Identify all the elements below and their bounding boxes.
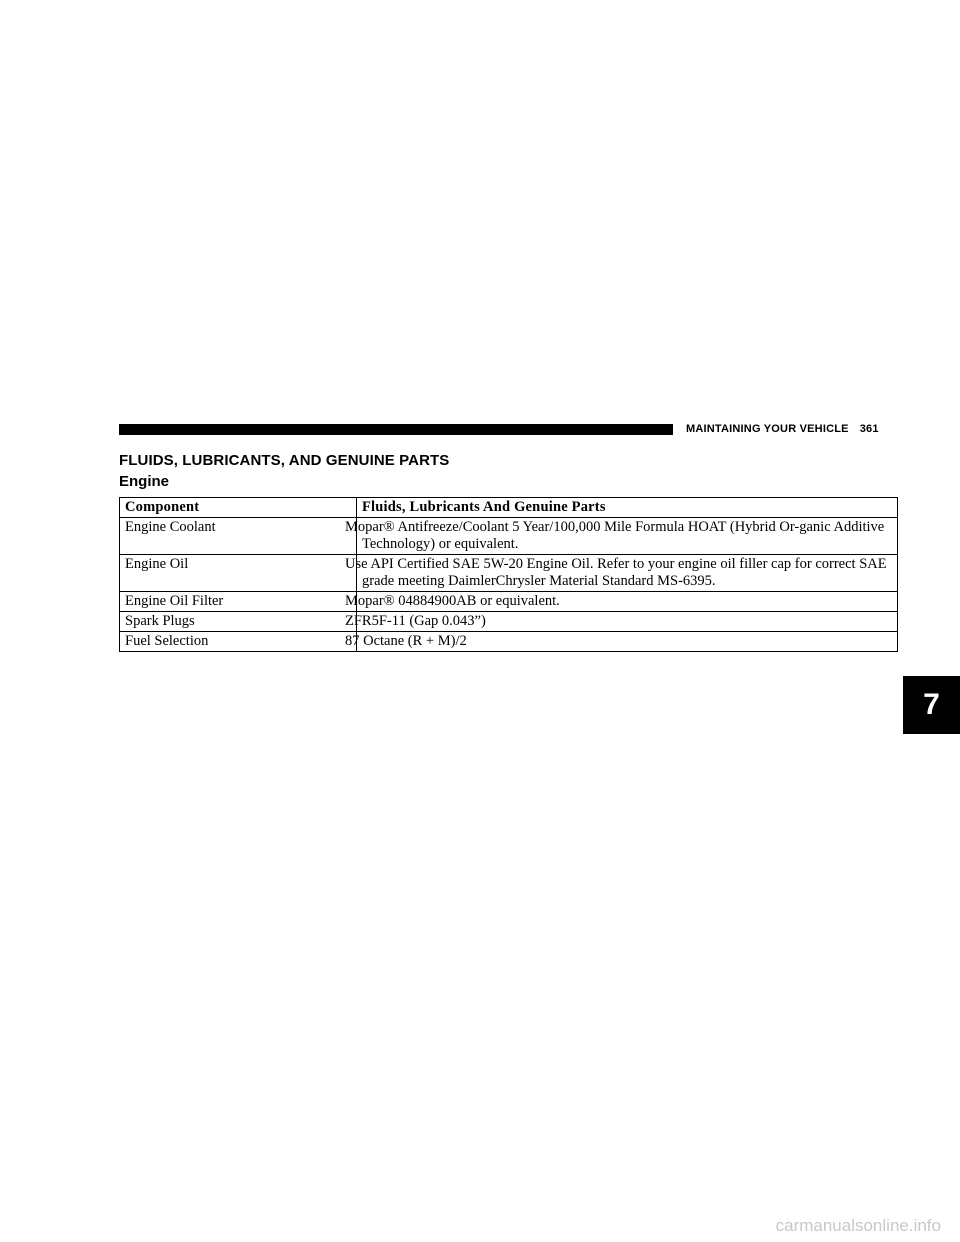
column-header-component: Component (120, 498, 357, 518)
section-title: FLUIDS, LUBRICANTS, AND GENUINE PARTS (119, 452, 450, 469)
running-head (686, 421, 879, 437)
component-cell: Engine Coolant (120, 518, 357, 555)
component-cell: Engine Oil Filter (120, 592, 357, 612)
subsection-title: Engine (119, 473, 170, 490)
spec-cell: 87 Octane (R + M)/2 (357, 632, 898, 652)
spec-cell: Mopar® 04884900AB or equivalent. (357, 592, 898, 612)
page-number: 361 (859, 423, 879, 435)
table-row (120, 518, 898, 555)
table-row (120, 555, 898, 592)
table-row (120, 632, 898, 652)
spec-cell: ZFR5F-11 (Gap 0.043”) (357, 612, 898, 632)
chapter-tab: 7 (903, 676, 960, 734)
fluids-table (119, 497, 898, 652)
watermark: carmanualsonline.info (775, 1216, 941, 1235)
table-row (120, 612, 898, 632)
table-header-row (120, 498, 898, 518)
chapter-name: MAINTAINING YOUR VEHICLE (686, 423, 849, 435)
spec-cell: Mopar® Antifreeze/Coolant 5 Year/100,000 Mile Formula HOAT (Hybrid Or-ganic Additive Technology) or equivalent. (357, 518, 898, 555)
component-cell: Fuel Selection (120, 632, 357, 652)
table-row (120, 592, 898, 612)
component-cell: Spark Plugs (120, 612, 357, 632)
component-cell: Engine Oil (120, 555, 357, 592)
column-header-fluids: Fluids, Lubricants And Genuine Parts (357, 498, 898, 518)
header-rule (119, 424, 673, 435)
spec-cell: Use API Certified SAE 5W-20 Engine Oil. Refer to your engine oil filler cap for correct SAE grade meeting DaimlerChrysler Material Standard MS-6395. (357, 555, 898, 592)
